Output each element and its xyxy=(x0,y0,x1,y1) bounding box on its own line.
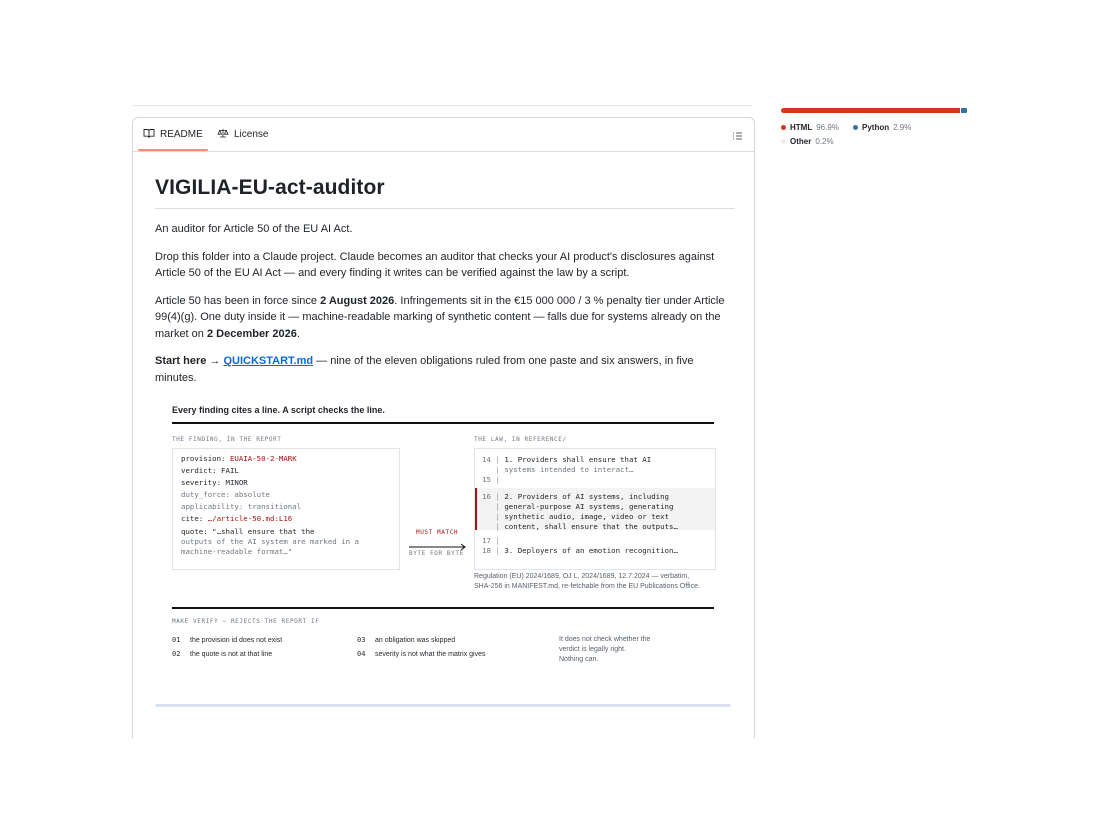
readme-content xyxy=(155,158,735,386)
start-here-label: Start here → xyxy=(155,355,221,367)
finding-caption: THE FINDING, IN THE REPORT xyxy=(172,436,282,443)
law-box xyxy=(474,448,716,570)
finding-quote-3: machine-readable format…" xyxy=(181,547,293,556)
verify-caption: MAKE VERIFY — REJECTS THE REPORT IF xyxy=(172,618,320,625)
date-due: 2 December 2026 xyxy=(206,327,297,340)
law-line-17: 17 | xyxy=(482,536,500,545)
language-bar-segment xyxy=(961,108,966,113)
check-item: 04 severity is not what the matrix gives xyxy=(357,650,486,658)
law-line-18: 18 | 3. Deployers of an emotion recognition… xyxy=(482,546,678,555)
description-paragraph: Drop this folder into a Claude project. Claude becomes an auditor that checks your AI product's disclosures against Article 50 of the EU AI Act — and every finding it writes can be verified against the law by a script. xyxy=(155,250,715,279)
language-other[interactable]: Other 0.2% xyxy=(781,137,834,146)
law-line-16-cont-2: | synthetic audio, image, video or text xyxy=(495,512,669,521)
finding-cite: cite: …/article-50.md:L16 xyxy=(181,514,293,523)
finding-box xyxy=(172,448,400,570)
language-html[interactable]: HTML 96.9% xyxy=(781,123,839,132)
regulation-line-2: SHA-256 in MANIFEST.md, re-fetchable from the EU Publications Office. xyxy=(474,583,700,590)
other-dot-icon xyxy=(781,139,786,144)
finding-applicability: applicability: transitional xyxy=(181,502,302,511)
law-line-16-cont-3: | content, shall ensure that the outputs… xyxy=(495,522,678,531)
date-in-force: 2 August 2026 xyxy=(320,294,395,307)
tab-license[interactable] xyxy=(217,118,268,151)
start-paragraph: Start here → QUICKSTART.md — nine of the eleven obligations ruled from one paste and six answers, in five minutes. xyxy=(155,355,694,384)
law-line-14-cont: | systems intended to interact… xyxy=(495,465,634,474)
note-line-1: It does not check whether the xyxy=(559,636,651,643)
language-bar xyxy=(781,108,968,113)
law-line-16-cont-1: | general-purpose AI systems, generating xyxy=(495,502,674,511)
tab-readme[interactable] xyxy=(143,118,203,151)
html-dot-icon xyxy=(781,125,786,130)
law-caption: THE LAW, IN REFERENCE/ xyxy=(474,436,567,443)
law-line-16: 16 | 2. Providers of AI systems, including xyxy=(482,492,669,501)
tab-readme-label: README xyxy=(160,129,203,140)
must-match-label: MUST MATCH xyxy=(416,529,459,536)
language-bar-segment xyxy=(781,108,960,113)
finding-quote-1: quote: "…shall ensure that the xyxy=(181,527,315,536)
quickstart-link[interactable]: QUICKSTART.md xyxy=(223,355,314,367)
scale-icon xyxy=(217,128,229,141)
note-line-3: Nothing can. xyxy=(559,656,599,663)
figure-bottom-rule xyxy=(172,607,714,609)
check-item: 02 the quote is not at that line xyxy=(172,650,273,658)
byte-for-byte-label: BYTE FOR BYTE xyxy=(409,550,464,557)
law-line-14: 14 | 1. Providers shall ensure that AI xyxy=(482,455,652,464)
regulation-line-1: Regulation (EU) 2024/1689, OJ L, 2024/1689, 12.7.2024 — verbatim, xyxy=(474,573,690,580)
finding-verdict: verdict: FAIL xyxy=(181,466,239,475)
active-tab-indicator xyxy=(138,149,208,151)
deadline-paragraph: Article 50 has been in force since 2 August 2026. Infringements sit in the €15 000 000 / 3 % penalty tier under Article 99(4)(g). One duty inside it — machine-readable marking of synthetic content — falls due for systems already on the market on 2 December 2026. xyxy=(155,294,725,340)
law-line-15: 15 | xyxy=(482,475,500,484)
finding-quote-2: outputs of the AI system are marked in a xyxy=(181,537,359,546)
readme-tabbar xyxy=(133,118,754,152)
finding-severity: severity: MINOR xyxy=(181,478,248,487)
figure-top-rule xyxy=(172,422,714,424)
diagram-figure xyxy=(172,405,732,675)
bottom-divider xyxy=(155,704,731,707)
readme-title: VIGILIA-EU-act-auditor xyxy=(155,176,735,209)
finding-provision: provision: EUAIA-50-2-MARK xyxy=(181,454,297,463)
language-python[interactable]: Python 2.9% xyxy=(853,123,911,132)
figure-title: Every finding cites a line. A script checks the line. xyxy=(172,405,385,415)
outline-icon[interactable] xyxy=(732,128,743,146)
finding-duty-force: duty_force: absolute xyxy=(181,490,270,499)
top-divider xyxy=(132,105,753,106)
check-item: 03 an obligation was skipped xyxy=(357,636,456,644)
python-dot-icon xyxy=(853,125,858,130)
intro-paragraph: An auditor for Article 50 of the EU AI Act. xyxy=(155,223,353,235)
note-line-2: verdict is legally right. xyxy=(559,646,626,653)
book-icon xyxy=(143,128,155,141)
check-item: 01 the provision id does not exist xyxy=(172,636,283,644)
tab-license-label: License xyxy=(234,129,269,140)
